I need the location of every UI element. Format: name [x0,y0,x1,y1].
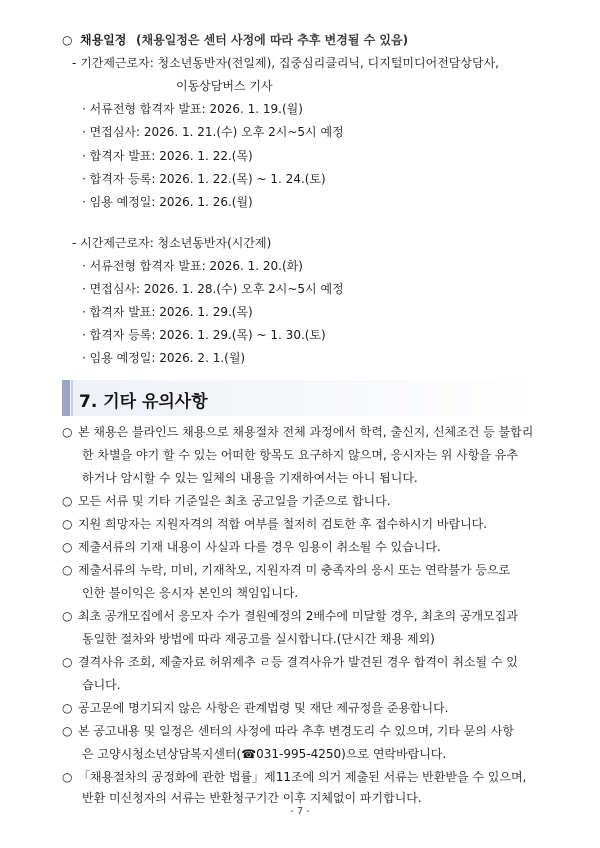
note-mark: ○ [62,517,73,531]
note-line: 은 고양시청소년상담복지센터(☎031-995-4250)으로 연락바랍니다. [82,747,447,761]
fulltime-item: · 임용 예정일: 2026. 1. 26.(월) [82,195,253,209]
fulltime-item: · 서류전형 합격자 발표: 2026. 1. 19.(월) [82,102,303,116]
fulltime-label-line2: 이동상담버스 기사 [176,79,273,93]
fulltime-item: · 면접심사: 2026. 1. 21.(수) 오후 2시~5시 예정 [82,125,344,139]
note-line: 한 차별을 야기 할 수 있는 어떠한 항목도 요구하지 않으며, 응시자는 위 사항을 유추 [82,448,518,462]
note-mark: ○ [62,655,73,669]
note-line: 공고문에 명기되지 않은 사항은 관계법령 및 재단 제규정을 준용합니다. [78,701,449,715]
note-line: 지원 희망자는 지원자격의 적합 여부를 철저히 검토한 후 접수하시기 바랍니다. [78,517,488,531]
schedule-heading-note: (채용일정은 센터 사정에 따라 추후 변경될 수 있음) [136,33,409,47]
parttime-label: - 시간제근로자: 청소년동반자(시간제) [72,236,272,250]
note-line: 습니다. [82,678,121,692]
section-title: 7. 기타 유의사항 [79,392,208,412]
fulltime-item: · 합격자 발표: 2026. 1. 22.(목) [82,149,253,163]
note-mark: ○ [62,609,73,623]
note-line: 「채용절차의 공정화에 관한 법률」제11조에 의거 제출된 서류는 반환받을 수 있으며, [78,770,527,784]
note-line: 본 공고내용 및 일정은 센터의 사정에 따라 추후 변경도리 수 있으며, 기타 문의 사항 [78,724,514,738]
note-line: 최초 공개모집에서 응모자 수가 결원예정의 2배수에 미달할 경우, 최초의 공개모집과 [78,609,518,623]
note-line: 동일한 절차와 방법에 따라 재공고를 실시합니다.(단시간 채용 제외) [82,632,435,646]
parttime-item: · 면접심사: 2026. 1. 28.(수) 오후 2시~5시 예정 [82,282,344,296]
parttime-item: · 합격자 등록: 2026. 1. 29.(목) ~ 1. 30.(토) [82,328,326,342]
schedule-heading-mark: ○ [62,33,73,47]
note-mark: ○ [62,425,73,439]
parttime-item: · 임용 예정일: 2026. 2. 1.(월) [82,351,246,365]
note-mark: ○ [62,540,73,554]
note-mark: ○ [62,563,73,577]
note-line: 하거나 암시할 수 있는 일체의 내용을 기재하여서는 아니 됩니다. [82,471,418,485]
section-heading-accent-thin [71,380,73,416]
schedule-heading-title: 채용일정 [80,33,127,47]
note-mark: ○ [62,770,73,784]
fulltime-item: · 합격자 등록: 2026. 1. 22.(목) ~ 1. 24.(토) [82,172,326,186]
note-line: 인한 불이익은 응시자 본인의 책임입니다. [82,586,299,600]
note-line: 제출서류의 누락, 미비, 기재착오, 지원자격 미 충족자의 응시 또는 연락불가 등으로 [78,563,511,577]
note-line: 제출서류의 기재 내용이 사실과 다를 경우 임용이 취소될 수 있습니다. [78,540,441,554]
parttime-item: · 서류전형 합격자 발표: 2026. 1. 20.(화) [82,259,303,273]
section-heading-accent [62,380,70,416]
note-line: 모든 서류 및 기타 기준일은 최초 공고일을 기준으로 합니다. [78,494,391,508]
note-mark: ○ [62,494,73,508]
note-line: 본 채용은 블라인드 채용으로 채용절차 전체 과정에서 학력, 출신지, 신체조건 등 불합리 [78,425,534,439]
note-mark: ○ [62,701,73,715]
page-number: - 7 - [290,806,310,817]
note-mark: ○ [62,724,73,738]
note-line: 결격사유 조회, 제출자료 허위제추 ㄹ등 결격사유가 발견된 경우 합격이 취소될 수 있 [78,655,518,669]
fulltime-label-line1: - 기간제근로자: 청소년동반자(전일제), 집중심리클리닉, 디지털미디어전담상담사, [72,56,499,70]
note-line: 반환 미신청자의 서류는 반환청구기간 이후 지체없이 파기합니다. [82,791,422,805]
parttime-item: · 합격자 발표: 2026. 1. 29.(목) [82,305,253,319]
